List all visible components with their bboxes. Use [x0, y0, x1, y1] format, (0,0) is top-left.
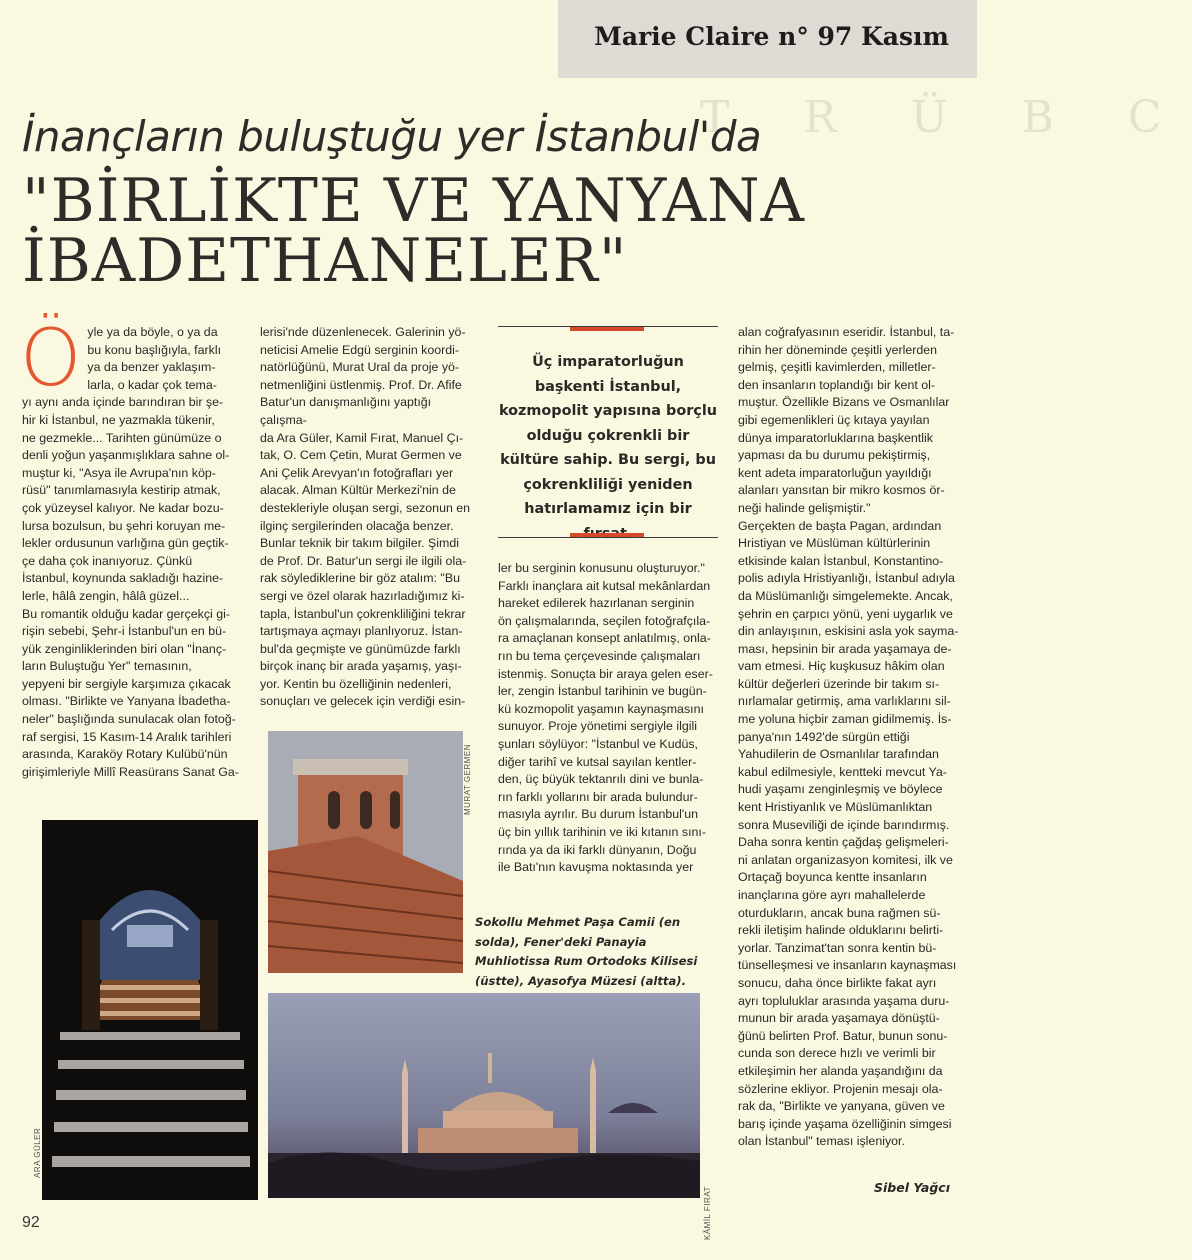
text-line: girişimleriyle Millî Reasürans Sanat Ga-	[22, 764, 239, 779]
text-line: ne gezmekle... Tarihten günümüze o	[22, 430, 222, 445]
text-line: ması, hepsinin bir arada yaşamaya de-	[738, 641, 952, 656]
text-line: gelmiş, çeşitli kavimlerden, milletler-	[738, 360, 936, 375]
text-line: lerisi'nde düzenlenecek. Galerinin yö-	[260, 325, 466, 339]
text-line: panya'nın 1492'de sürgün ettiği	[738, 729, 910, 744]
text-line: ön çalışmalarında, seçilen fotoğrafçıla-	[498, 613, 711, 628]
text-line: Daha sonra kentin çağdaş gelişmeleri-	[738, 835, 949, 850]
text-line: da Ara Güler, Kamil Fırat, Manuel Çı-	[260, 430, 464, 445]
text-line: vam etmesi. Hiç kuşkusuz hâkim olan	[738, 659, 945, 674]
text-line: rında ya da iki farklı dünyanın, Doğu	[498, 842, 697, 857]
text-line: oturdukların, ancak buna rağmen sü-	[738, 905, 941, 920]
text-line: larla, o kadar çok tema-	[87, 377, 217, 392]
magazine-issue: Marie Claire n° 97 Kasım	[594, 22, 949, 51]
text-line: birçok inanç bir arada yaşamış, yaşı-	[260, 659, 462, 674]
article-subtitle: İnançların buluştuğu yer İstanbul'da	[22, 112, 762, 161]
text-line: natörlüğünü, Murat Ural da proje yö-	[260, 360, 460, 375]
text-line: istenmiş. Sonuçta bir araya gelen eser-	[498, 666, 713, 681]
text-line: raf sergisi, 15 Kasım-14 Aralık tarihleri	[22, 729, 232, 744]
text-line: ğünü belirten Prof. Batur, bunun sonu-	[738, 1028, 948, 1043]
text-line: yı aynı anda içinde barındıran bir şe-	[22, 395, 224, 410]
text-line: tapla, İstanbul'un çokrenkliliğini tekrar	[260, 606, 466, 621]
article-title-line-2: İBADETHANELER"	[22, 226, 628, 296]
text-line: bu konu başlığıyla, farklı	[87, 342, 222, 357]
text-line: çe daha çok inanıyoruz. Çünkü	[22, 553, 193, 568]
text-line: yle ya da böyle, o ya da	[87, 325, 218, 339]
text-line: yük zenginliklerinden biri olan "İnanç-	[22, 641, 227, 656]
text-line: neticisi Amelie Edgü serginin koordi-	[260, 342, 460, 357]
text-line: Batur'un danışmanlığını yaptığı çalışma-	[260, 395, 432, 427]
text-line: munun bir arada yaşamaya dönüştü-	[738, 1011, 940, 1026]
text-line: polis adıyla Hristiyanlığı, İstanbul adıyla	[738, 571, 955, 586]
text-column-3	[498, 560, 718, 877]
text-line: lekler ordusunun varlığına gün geçtik-	[22, 536, 229, 551]
text-line: alanları yansıtan bir mikro kosmos ör-	[738, 483, 945, 498]
text-line: sözlerine ekliyor. Projenin mesajı ola-	[738, 1081, 943, 1096]
text-line: Yahudilerin de Osmanlılar tarafından	[738, 747, 939, 762]
text-line: den, üç büyük tektanrılı dini ve bunla-	[498, 772, 704, 787]
text-line: hareket edilerek hazırlanan serginin	[498, 596, 695, 611]
text-line: alacak. Alman Kültür Merkezi'nin de	[260, 483, 456, 498]
text-line: ilginç sergilerinden olacağa benzer.	[260, 518, 454, 533]
text-line: muştur. Özellikle Bizans ve Osmanlılar	[738, 395, 950, 410]
text-line: lursa bozulsun, bu şehri koruyan me-	[22, 518, 226, 533]
text-line: Farklı inançlara ait kutsal mekânlardan	[498, 578, 711, 593]
text-line: rekli iletişim halinde olduklarını belirti-	[738, 923, 944, 938]
text-line: barış içinde yaşama özelliğinin simgesi	[738, 1116, 952, 1131]
text-line: ni anlatan organizasyon komitesi, ilk ve	[738, 852, 953, 867]
text-line: etkileşimin her alanda yaşandığını da	[738, 1063, 943, 1078]
text-line: tünselleşmesi ve insanların kaynaşması	[738, 958, 957, 973]
text-line: rın bu tema çerçevesinde çalışmaları	[498, 648, 701, 663]
magazine-header	[558, 0, 977, 78]
text-line: Ortaçağ boyunca kentte insanların	[738, 870, 927, 885]
text-line: rak söylediklerine bir göz atalım: "Bu	[260, 571, 460, 586]
text-line: neği halinde gelişmiştir."	[738, 500, 871, 515]
text-line: destekleriyle oluşan sergi, sezonun en	[260, 500, 471, 515]
text-line: rak da, "Birlikte ve yanyana, güven ve	[738, 1099, 945, 1114]
text-line: kent Hristiyanlık ve Müslümanlıktan	[738, 800, 933, 815]
text-line: Ani Çelik Arevyan'ın fotoğrafları yer	[260, 465, 454, 480]
text-line: inançlarına göre ayrı mahallelerde	[738, 888, 926, 902]
text-line: sonucu, daha önce birlikte fakat ayrı	[738, 975, 937, 990]
text-line: rüsü" tanımlamasıyla kestirip atmak,	[22, 483, 221, 498]
text-line: netmenliğini üstlenmiş. Prof. Dr. Afife	[260, 377, 462, 392]
text-line: rın farklı yollarını bir arada bulundur-	[498, 789, 698, 804]
text-line: neler" başlığında sunulacak olan fotoğ-	[22, 712, 236, 727]
text-line: üç bin yıllık tarihinin ve iki kıtanın sını-	[498, 824, 706, 839]
text-line: muştur ki, "Asya ile Avrupa'nın köp-	[22, 465, 216, 480]
text-line: din anlayışının, eskisini asla yok sayma-	[738, 624, 959, 639]
text-line: yepyeni bir sergiyle karşımıza çıkacak	[22, 676, 231, 691]
text-line: tartışmaya açmayı planlıyoruz. İstan-	[260, 624, 463, 639]
text-line: cunda son derece hızlı ve verimli bir	[738, 1046, 936, 1061]
text-line: alan coğrafyasının eseridir. İstanbul, ta-	[738, 325, 955, 339]
text-line: masıyla ayrılır. Bu durum İstanbul'un	[498, 807, 699, 822]
text-line: Hristiyan ve Müslüman kültürlerinin	[738, 536, 931, 551]
text-line: ile Batı'nın kavuşma noktasında yer	[498, 860, 694, 875]
text-line: da Müslümanlığı simgelemekte. Ancak,	[738, 588, 953, 603]
pull-quote	[498, 326, 718, 538]
text-line: ler, zengin İstanbul tarihinin ve bugün-	[498, 684, 707, 699]
text-line: dünya imparatorluklarına başkentlik	[738, 430, 933, 445]
ghost-background-text: T R Ü B C	[700, 92, 1192, 143]
body-lines	[22, 394, 244, 781]
photo-hagia-sophia	[268, 993, 700, 1198]
text-line: kü kozmopolit yaşamın kaynaşmasını	[498, 701, 704, 716]
text-line: olan İstanbul" teması işleniyor.	[738, 1134, 905, 1149]
text-line: rihin her döneminde çeşitli yerlerden	[738, 342, 938, 357]
text-line: olması. "Birlikte ve Yanyana İbadetha-	[22, 694, 231, 709]
photo-caption: Sokollu Mehmet Paşa Camii (en solda), Fener'deki Panayia Muhliotissa Rum Ortodoks Kilisesi (üstte), Ayasofya Müzesi (altta).	[475, 915, 698, 988]
text-line: kabul edilmesiyle, kentteki mevcut Ya-	[738, 764, 947, 779]
text-line: bul'da geçmişte ve günümüzde farklı	[260, 641, 461, 656]
text-line: Gerçekten de başta Pagan, ardından	[738, 518, 942, 533]
text-line: ların Buluştuğu Yer" temasının,	[22, 659, 192, 674]
author-name: Sibel Yağcı	[874, 1180, 950, 1195]
text-line: yor. Kentin bu özelliğinin nedenleri,	[260, 676, 452, 691]
text-line: lerle, hâlâ zengin, hâlâ güzel...	[22, 588, 190, 603]
text-line: hir ki İstanbul, ne yazmakla tükenir,	[22, 412, 215, 427]
pull-quote-bottom-bar	[570, 533, 644, 537]
text-line: sonra Museviliği de içinde barındırmış.	[738, 817, 950, 832]
article-title-line-1: "BİRLİKTE VE YANYANA	[22, 166, 805, 236]
photo-sokollu-mosque-stairs	[42, 820, 258, 1200]
text-line: rişin sebebi, Şehr-i İstanbul'un en bü-	[22, 624, 227, 639]
text-line: nırlamalar getirmiş, ama varlıklarını sil-	[738, 694, 951, 709]
text-line: diğer tarihî ve kutsal sayılan kentler-	[498, 754, 697, 769]
text-line: gibi egemenlikleri üç kıtaya yayılan	[738, 412, 930, 427]
text-line: sonuçları ve gelecek için verdiği esin-	[260, 694, 466, 709]
text-line: çok yüzeysel kalıyor. Ne kadar bozu-	[22, 500, 224, 515]
text-line: yorlar. Tanzimat'tan sonra kentin bü-	[738, 940, 937, 955]
photo-credit-bottom: KÂMİL FIRAT	[703, 1186, 712, 1240]
text-line: Bunlar teknik bir takım bilgiler. Şimdi	[260, 536, 460, 551]
hagia-sophia-illustration	[268, 993, 700, 1198]
text-line: ra amaçlanan konsept anlatılmış, onla-	[498, 631, 711, 646]
text-line: denli yoğun yaşanmışlıklara sahne ol-	[22, 448, 230, 463]
text-column-1	[20, 314, 244, 781]
text-line: İstanbul, koynunda sakladığı hazine-	[22, 571, 224, 586]
church-illustration	[268, 731, 463, 973]
pull-quote-text: Üç imparatorluğun başkenti İstanbul, kozmopolit yapısına borçlu olduğu çokrenkli bir kültüre sahip. Bu sergi, bu çokrenkliliği yeniden hatırlamamız için bir	[498, 354, 718, 517]
page-number: 92	[22, 1214, 40, 1231]
text-line: Bu romantik olduğu kadar gerçekçi gi-	[22, 606, 230, 621]
text-column-4	[738, 324, 960, 1151]
drop-cap: Ö	[20, 314, 82, 404]
text-line: de Prof. Dr. Batur'un sergi ile ilgili ola-	[260, 553, 467, 568]
photo-credit-left: ARA GÜLER	[33, 1127, 42, 1178]
text-line: kent adeta imparatorluğun yayıldığı	[738, 465, 932, 480]
text-line: ya da benzer yaklaşım-	[87, 360, 216, 375]
text-line: etkisinde kalan İstanbul, Konstantino-	[738, 553, 944, 568]
text-line: tak, O. Cem Çetin, Murat Germen ve	[260, 448, 462, 463]
text-line: me yoluna hiçbir zaman gidilmemiş. İs-	[738, 712, 952, 727]
text-line: arasında, Karaköy Rotary Kulübü'nün	[22, 747, 228, 762]
photo-panayia-church	[268, 731, 463, 973]
pull-quote-top-bar	[570, 327, 644, 331]
text-line: şunları söylüyor: "İstanbul ve Kudüs,	[498, 736, 698, 751]
text-line: ayrı topluluklar arasında yaşama duru-	[738, 993, 950, 1008]
text-line: den insanların toplandığı bir kent ol-	[738, 377, 935, 392]
text-column-2	[260, 324, 480, 711]
text-line: yapması da bu durumu pekiştirmiş,	[738, 448, 931, 463]
photo-credit-top: MURAT GERMEN	[463, 743, 472, 815]
text-line: sergi ve özel olarak hazırladığımız ki-	[260, 588, 465, 603]
stairs-illustration	[42, 820, 258, 1200]
text-line: hudi yaşamı zenginleşmiş ve böylece	[738, 782, 943, 797]
text-line: şehrin en çarpıcı yönü, yeni uygarlık ve	[738, 606, 953, 621]
text-line: sunuyor. Proje yönetimi sergiyle ilgili	[498, 719, 698, 734]
text-line: kültür değerleri üzerinde bir takım sı-	[738, 676, 940, 691]
text-line: ler bu serginin konusunu oluşturuyor."	[498, 561, 705, 575]
